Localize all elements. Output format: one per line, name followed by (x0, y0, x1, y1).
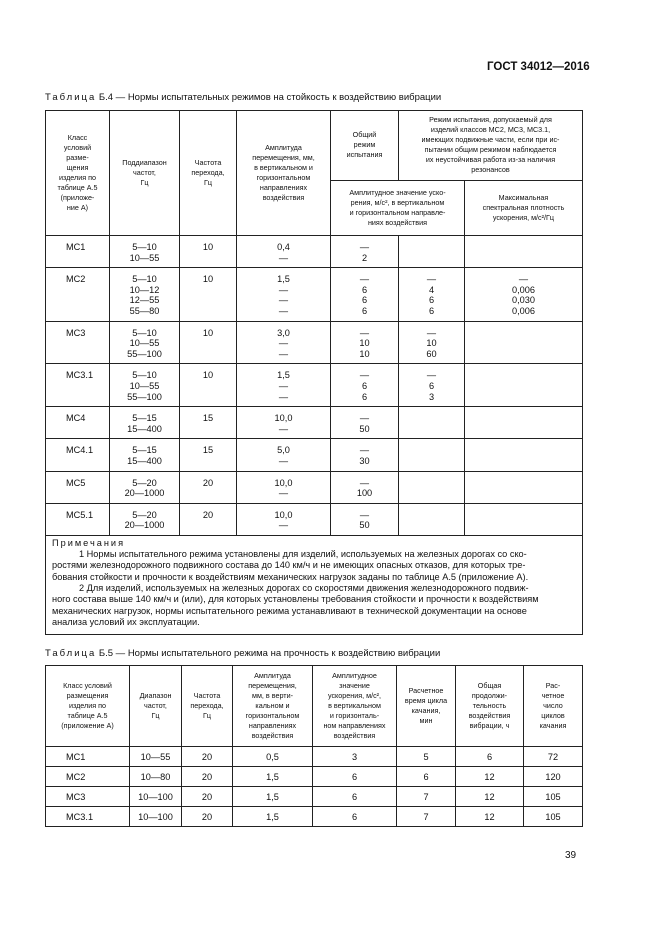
cell-line: 100 (356, 488, 373, 499)
table-cell: МС2 (46, 767, 130, 787)
cell-line: перехода, (191, 168, 225, 177)
cell-line: воздействия (468, 711, 511, 720)
header-cell (524, 666, 583, 747)
table-row (46, 747, 583, 767)
cell-line: мин (419, 716, 433, 725)
cell-line: 0,030 (512, 295, 535, 306)
table-cell: 72 (524, 747, 583, 767)
header-acceleration (331, 180, 465, 235)
table-row (46, 321, 583, 364)
cell-cls: МС1 (46, 236, 110, 268)
cell-line: Максимальная (498, 192, 549, 202)
cell-freq (110, 503, 180, 535)
table4-caption (45, 92, 441, 103)
table-row (46, 268, 583, 321)
cell-line: Рас- (545, 681, 561, 690)
cell-line: — (426, 370, 437, 381)
table-cell: 6 (313, 807, 397, 827)
cell-line: 6 (428, 380, 435, 391)
cell-line: 5—10 (132, 242, 157, 252)
header-cell (233, 666, 313, 747)
header-text (333, 188, 462, 228)
cell-line: 55—100 (127, 348, 162, 359)
cell-line: пытании общим режимом наблюдается (424, 145, 557, 155)
table-cell: 20 (182, 747, 233, 767)
table-row (46, 767, 583, 787)
cell-cross: 10 (180, 236, 237, 268)
table-cell: 7 (397, 787, 456, 807)
cell-line: — (278, 380, 289, 391)
cell-line: ниях воздействия (367, 217, 428, 227)
cell-line: 50 (359, 520, 370, 531)
cell-line: воздействия (333, 731, 376, 740)
table5-caption (45, 648, 440, 659)
cell-line: изделия по (68, 701, 107, 710)
cell-line: — (278, 391, 289, 402)
cell-line: частот, (144, 701, 167, 710)
cell-line: таблице А.5 (57, 183, 98, 192)
cell-line: тельность (472, 701, 507, 710)
header-text (467, 193, 580, 223)
cell-cross: 10 (180, 268, 237, 321)
header-text (239, 143, 328, 203)
cell-line: Класс условий (63, 681, 112, 690)
cell-psd (465, 268, 583, 321)
cell-line: (приложение А) (61, 721, 114, 730)
cell-line: перемещения, мм, (252, 153, 315, 162)
table-cell: 1,5 (233, 807, 313, 827)
cell-line: перехода, (190, 701, 224, 710)
cell-line: Гц (151, 711, 160, 720)
cell-line: — (278, 348, 289, 359)
cell-line: значение (339, 681, 370, 690)
cell-cross: 15 (180, 407, 237, 439)
cell-line: 0,006 (512, 305, 535, 316)
cell-line: 10—55 (129, 252, 160, 263)
cell-cross: 20 (180, 471, 237, 503)
cell-line: вибрации, ч (469, 721, 510, 730)
cell-psd (465, 236, 583, 268)
cell-line: ускорения, м/с²/Гц (492, 212, 555, 222)
cell-line: — (278, 338, 289, 349)
header-cell (182, 666, 233, 747)
cell-psd (465, 321, 583, 364)
table-cell: 6 (313, 787, 397, 807)
cell-line: 3,0 (277, 327, 290, 338)
standard-number: ГОСТ 34012—2016 (487, 61, 590, 73)
cell-line: 5—10 (132, 274, 157, 285)
table-row (46, 439, 583, 471)
cell-line: 20—1000 (124, 488, 165, 499)
cell-line: кальном и (255, 701, 290, 710)
cell-line: — (278, 488, 289, 499)
cell-line: направлениях (259, 183, 308, 192)
cell-line: в вертикальном (328, 701, 381, 710)
cell-line: 10 (359, 338, 370, 349)
cell-freq (110, 268, 180, 321)
cell-amp (237, 236, 331, 268)
cell-line: направлениях (248, 721, 297, 730)
cell-line: — (278, 295, 289, 306)
cell-cross: 20 (180, 503, 237, 535)
cell-line: продолжи- (471, 691, 508, 700)
cell-gen (331, 321, 399, 364)
table-row (46, 787, 583, 807)
table-cell: 20 (182, 787, 233, 807)
cell-line: Гц (203, 178, 212, 187)
cell-line: 1,5 (277, 370, 290, 381)
cell-line: рения, м/с², в вертикальном (350, 197, 445, 207)
cell-line: 3 (428, 391, 435, 402)
cell-line: воздействия (262, 193, 305, 202)
cell-line: таблице А.5 (67, 711, 108, 720)
cell-line: Режим испытания, допускаемый для (429, 115, 552, 125)
cell-line: 5—20 (132, 477, 157, 488)
header-psd (465, 180, 583, 235)
cell-spec (399, 503, 465, 535)
cell-line: ном направлениях (323, 721, 386, 730)
cell-gen (331, 236, 399, 268)
table-cell: 6 (456, 747, 524, 767)
cell-line: в вертикальном и (254, 163, 313, 172)
cell-line: 5—15 (132, 413, 157, 424)
cell-line: 10—12 (129, 284, 160, 295)
cell-cls: МС3 (46, 321, 110, 364)
cell-line: 10,0 (274, 509, 293, 520)
table-cell: 7 (397, 807, 456, 827)
table-cell: МС3 (46, 787, 130, 807)
cell-amp (237, 503, 331, 535)
cell-gen (331, 471, 399, 503)
cell-psd (465, 503, 583, 535)
cell-line: спектральная плотность (482, 202, 565, 212)
table4-caption-text: Б.4 — Нормы испытательных режимов на стойкость к воздействию вибрации (98, 92, 442, 103)
table-cell: 12 (456, 807, 524, 827)
cell-amp (237, 321, 331, 364)
cell-line: 10—55 (129, 338, 160, 349)
note-line: механических нагрузок, нормы испытательного режима устанавливают в технической документации на основе (52, 605, 527, 616)
note-line: анализа условий их эксплуатации. (52, 616, 200, 627)
table-row (46, 236, 583, 268)
header-cell (397, 666, 456, 747)
cell-line: — (278, 252, 289, 263)
cell-gen (331, 268, 399, 321)
table-b5 (45, 665, 583, 827)
cell-cls: МС5.1 (46, 503, 110, 535)
cell-line: 15—400 (127, 455, 162, 466)
table-row (46, 364, 583, 407)
cell-spec (399, 364, 465, 407)
cell-line: и горизонтальном направле- (349, 207, 446, 217)
cell-spec (399, 268, 465, 321)
cell-freq (110, 407, 180, 439)
note-line: ного состава выше 140 км/ч и (или), для которых установлены требования стойкости и прочности к воздействиям (52, 594, 539, 605)
header-cell (130, 666, 182, 747)
cell-line: 1,5 (277, 274, 290, 285)
table4-notes (46, 535, 583, 634)
cell-line: условий (63, 143, 92, 152)
cell-line: — (278, 284, 289, 295)
cell-spec (399, 407, 465, 439)
table-cell: 12 (456, 787, 524, 807)
cell-line: — (518, 274, 529, 285)
table-row (46, 807, 583, 827)
cell-line: 55—100 (127, 391, 162, 402)
header-cell (46, 666, 130, 747)
cell-line: — (359, 413, 370, 424)
table-cell: 6 (313, 767, 397, 787)
cell-line: 15—400 (127, 423, 162, 434)
cell-line: испытания (346, 150, 383, 160)
cell-amp (237, 268, 331, 321)
cell-line: время цикла (404, 696, 448, 705)
cell-psd (465, 407, 583, 439)
cell-line: 55—80 (129, 305, 160, 316)
cell-line: — (359, 477, 370, 488)
table-cell: 1,5 (233, 767, 313, 787)
cell-line: 6 (428, 305, 435, 316)
cell-cross: 15 (180, 439, 237, 471)
header-text (401, 115, 580, 175)
cell-line: 20—1000 (124, 520, 165, 531)
cell-line: 5—15 (132, 445, 157, 456)
notes-title: Примечания (52, 537, 126, 548)
cell-line: Общий (352, 130, 377, 140)
table-cell: 20 (182, 767, 233, 787)
cell-line: воздействия (251, 731, 294, 740)
cell-line: ускорения, м/с², (327, 691, 382, 700)
cell-spec (399, 471, 465, 503)
cell-line: Гц (202, 711, 211, 720)
cell-line: — (359, 274, 370, 285)
cell-line: качания (539, 721, 567, 730)
cell-line: размещения (66, 691, 109, 700)
cell-line: Амплитуда (254, 671, 291, 680)
cell-line: 0,006 (512, 284, 535, 295)
cell-line: 6 (361, 295, 368, 306)
note-line: 2 Для изделий, используемых на железных дорогах со скоростями движения железнодорожного подвиж- (79, 583, 529, 594)
cell-amp (237, 439, 331, 471)
cell-gen (331, 407, 399, 439)
cell-line: 2 (361, 252, 368, 263)
cell-line: Амплитуда (265, 143, 302, 152)
cell-line: — (278, 423, 289, 434)
cell-freq (110, 471, 180, 503)
table4-caption-word: Таблица (45, 92, 97, 103)
cell-amp (237, 471, 331, 503)
cell-psd (465, 439, 583, 471)
table-cell: 120 (524, 767, 583, 787)
cell-line: горизонтальном (245, 711, 300, 720)
cell-line: — (278, 520, 289, 531)
table5-caption-word: Таблица (45, 648, 97, 659)
table-cell: 10—55 (130, 747, 182, 767)
note-line: ростями железнодорожного подвижного состава до 140 км/ч и не имеющих опасных отказов, для которых тре- (52, 560, 526, 571)
cell-cls: МС2 (46, 268, 110, 321)
table-cell: 10—80 (130, 767, 182, 787)
cell-line: режим (353, 140, 376, 150)
cell-line: Общая (477, 681, 502, 690)
cell-line: 60 (426, 348, 437, 359)
cell-line: перемещения, (248, 681, 297, 690)
cell-line: 50 (359, 423, 370, 434)
cell-line: 6 (361, 391, 368, 402)
cell-line: 6 (361, 305, 368, 316)
cell-line: резонансов (471, 165, 510, 175)
cell-line: Класс (67, 133, 88, 142)
cell-line: 12—55 (129, 295, 160, 306)
cell-line: 6 (428, 295, 435, 306)
cell-cls: МС4 (46, 407, 110, 439)
table-cell: МС3.1 (46, 807, 130, 827)
cell-line: 4 (428, 284, 435, 295)
cell-line: Поддиапазон (122, 158, 167, 167)
note-line: 1 Нормы испытательного режима установлены для изделий, используемых на железных дорогах со ско- (79, 549, 527, 560)
cell-amp (237, 407, 331, 439)
table-row (46, 471, 583, 503)
header-text (48, 133, 107, 213)
table-cell: МС1 (46, 747, 130, 767)
cell-line: 6 (361, 284, 368, 295)
cell-line: 10 (359, 348, 370, 359)
cell-line: — (278, 305, 289, 316)
cell-line: качания, (411, 706, 441, 715)
cell-line: Частота (194, 158, 222, 167)
cell-line: четное (541, 691, 565, 700)
cell-freq (110, 321, 180, 364)
cell-line: изделия по (58, 173, 97, 182)
page-number: 39 (565, 850, 577, 861)
table-cell: 12 (456, 767, 524, 787)
note-line: бования стойкости и прочности к воздействиям механических нагрузок заданы по таблице А.5 (приложение А). (52, 571, 529, 582)
cell-cls: МС5 (46, 471, 110, 503)
cell-cross: 10 (180, 364, 237, 407)
header-general-mode (331, 111, 399, 181)
cell-line: частот, (133, 168, 156, 177)
header-text (333, 130, 396, 160)
header-text (182, 158, 234, 188)
cell-line: — (359, 445, 370, 456)
cell-line: 6 (361, 380, 368, 391)
cell-line: 5,0 (277, 445, 290, 456)
cell-line: горизонтальном (256, 173, 311, 182)
cell-cross: 10 (180, 321, 237, 364)
header-class (46, 111, 110, 236)
cell-line: — (359, 242, 370, 252)
table-cell: 3 (313, 747, 397, 767)
cell-psd (465, 471, 583, 503)
cell-line: 30 (359, 455, 370, 466)
table-cell: 6 (397, 767, 456, 787)
table-cell: 105 (524, 787, 583, 807)
cell-line: — (359, 327, 370, 338)
cell-line: — (426, 274, 437, 285)
cell-line: их неустойчивая работа из-за наличия (425, 155, 556, 165)
cell-line: Частота (193, 691, 221, 700)
header-special-mode (399, 111, 583, 181)
table-row (46, 407, 583, 439)
cell-spec (399, 439, 465, 471)
table-cell: 20 (182, 807, 233, 827)
table-cell: 0,5 (233, 747, 313, 767)
cell-line: 10—55 (129, 380, 160, 391)
cell-line: изделий классов МС2, МС3, МС3.1, (430, 125, 551, 135)
cell-cls: МС4.1 (46, 439, 110, 471)
cell-line: 5—20 (132, 509, 157, 520)
cell-line: — (278, 455, 289, 466)
cell-line: ние А) (66, 203, 89, 212)
cell-gen (331, 364, 399, 407)
cell-line: Гц (140, 178, 149, 187)
cell-cls: МС3.1 (46, 364, 110, 407)
table-cell: 105 (524, 807, 583, 827)
header-cell (456, 666, 524, 747)
cell-line: щения (66, 163, 89, 172)
cell-line: 10,0 (274, 413, 293, 424)
header-cell (313, 666, 397, 747)
cell-line: 5—10 (132, 370, 157, 381)
table-cell: 10—100 (130, 807, 182, 827)
cell-spec (399, 321, 465, 364)
cell-line: разме- (66, 153, 89, 162)
header-amplitude (237, 111, 331, 236)
cell-spec (399, 236, 465, 268)
cell-gen (331, 503, 399, 535)
cell-line: (приложе- (60, 193, 95, 202)
cell-line: — (426, 327, 437, 338)
cell-line: число (543, 701, 563, 710)
cell-line: мм, в верти- (252, 691, 293, 700)
cell-line: Расчетное (408, 686, 444, 695)
header-crossover (180, 111, 237, 236)
cell-line: 10 (426, 338, 437, 349)
cell-freq (110, 439, 180, 471)
cell-line: имеющих подвижные части, если при ис- (421, 135, 560, 145)
cell-line: 0,4 (277, 242, 290, 252)
cell-line: Амплитудное значение уско- (349, 187, 446, 197)
cell-line: Амплитудное (332, 671, 377, 680)
cell-freq (110, 236, 180, 268)
cell-amp (237, 364, 331, 407)
cell-line: — (359, 370, 370, 381)
cell-freq (110, 364, 180, 407)
cell-line: циклов (541, 711, 565, 720)
cell-line: Диапазон (139, 691, 172, 700)
cell-line: 5—10 (132, 327, 157, 338)
cell-psd (465, 364, 583, 407)
table-cell: 5 (397, 747, 456, 767)
table-cell: 10—100 (130, 787, 182, 807)
table5-caption-text: Б.5 — Нормы испытательного режима на прочность к воздействию вибрации (98, 648, 441, 659)
table-cell: 1,5 (233, 787, 313, 807)
cell-line: и горизонталь- (329, 711, 380, 720)
header-subrange (110, 111, 180, 236)
table-b4 (45, 110, 583, 635)
cell-line: — (359, 509, 370, 520)
table-row (46, 503, 583, 535)
cell-line: 10,0 (274, 477, 293, 488)
cell-gen (331, 439, 399, 471)
header-text (112, 158, 177, 188)
